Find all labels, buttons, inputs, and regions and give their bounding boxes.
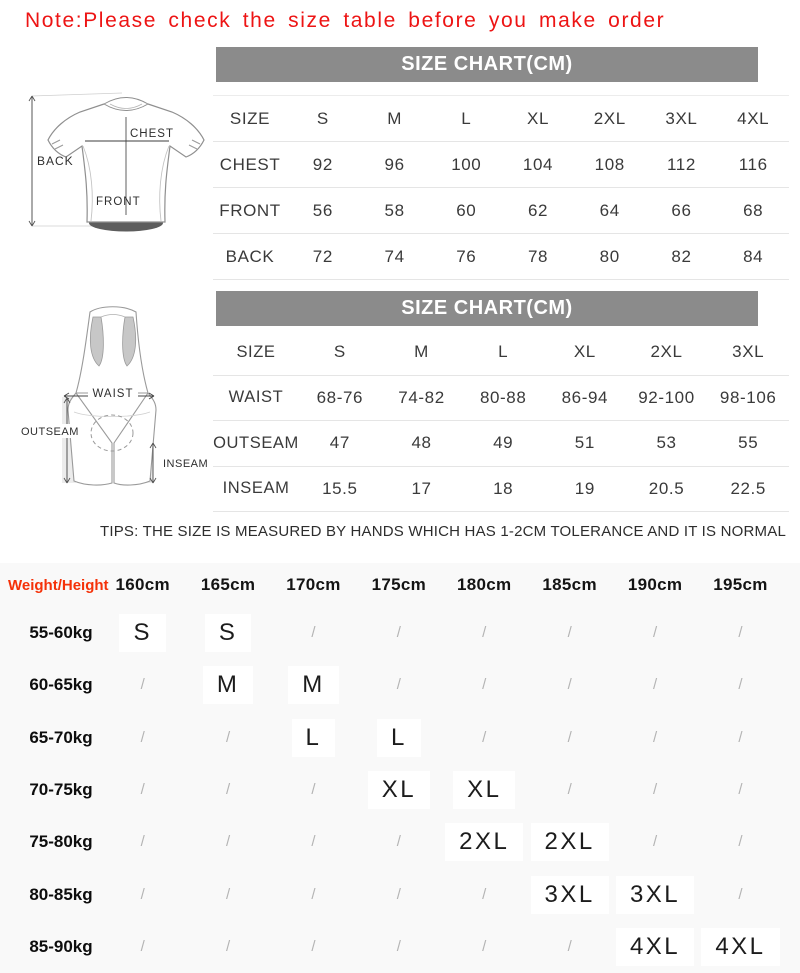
recommended-size: L: [292, 719, 336, 757]
size-cell: [698, 886, 783, 904]
size-value-cell: 80-88: [479, 387, 527, 407]
jersey-size-chart-header: SIZE CHART(CM): [216, 47, 758, 82]
size-value-cell: 100: [451, 154, 482, 174]
weight-label: 75-80kg: [29, 832, 93, 852]
weight-height-header-row: [0, 563, 800, 607]
empty-marker: /: [567, 781, 572, 799]
size-cell: [100, 614, 185, 652]
empty-marker: /: [567, 728, 572, 746]
size-cell: [271, 886, 356, 904]
size-value-cell: 78: [527, 246, 549, 266]
height-header-cell: 165cm: [200, 575, 256, 594]
row-label: WAIST: [228, 388, 284, 407]
empty-marker: /: [738, 728, 743, 746]
size-cell: [442, 676, 527, 694]
size-cell: [442, 938, 527, 956]
size-value-cell: M: [414, 342, 429, 362]
size-cell: [100, 938, 185, 956]
empty-marker: /: [482, 624, 487, 642]
size-value-cell: 55: [738, 433, 759, 453]
empty-marker: /: [567, 937, 572, 955]
size-value-cell: 18: [493, 478, 514, 498]
recommended-size: 2XL: [531, 823, 609, 861]
height-header-cell: 190cm: [627, 575, 683, 594]
size-value-cell: 74-82: [398, 387, 445, 407]
size-cell: [185, 938, 270, 956]
weight-row: [0, 868, 800, 920]
size-cell: [612, 781, 697, 799]
size-value-cell: 80: [599, 246, 620, 266]
size-value-cell: 84: [743, 246, 764, 266]
size-value-cell: 86-94: [561, 387, 609, 407]
row-label: CHEST: [219, 154, 281, 174]
size-table-row: [213, 421, 789, 467]
size-value-cell: 48: [411, 433, 432, 453]
size-value-cell: 3XL: [665, 108, 698, 128]
empty-marker: /: [482, 676, 487, 694]
back-label: BACK: [37, 154, 74, 168]
recommended-size: 3XL: [531, 876, 609, 914]
size-table-row: [213, 142, 789, 188]
empty-marker: /: [226, 781, 231, 799]
size-cell: [698, 928, 783, 966]
size-value-cell: 56: [312, 200, 333, 220]
recommended-size: XL: [453, 771, 515, 809]
size-cell: [698, 833, 783, 851]
empty-marker: /: [738, 781, 743, 799]
weight-row: [0, 816, 800, 868]
size-cell: [612, 676, 697, 694]
front-label: FRONT: [96, 196, 141, 208]
size-value-cell: 68: [743, 200, 764, 220]
size-cell: [442, 886, 527, 904]
empty-marker: /: [311, 833, 316, 851]
jersey-diagram: [6, 84, 216, 276]
size-value-cell: 98-106: [719, 387, 777, 407]
size-value-cell: M: [387, 108, 402, 128]
size-cell: [698, 781, 783, 799]
size-cell: [442, 624, 527, 642]
recommended-size: S: [119, 614, 166, 652]
size-value-cell: 4XL: [737, 108, 770, 128]
recommended-size: XL: [368, 771, 430, 809]
size-cell: [442, 771, 527, 809]
row-label: INSEAM: [222, 479, 290, 498]
empty-marker: /: [226, 833, 231, 851]
row-label: FRONT: [219, 200, 281, 220]
size-value-cell: 53: [656, 433, 677, 453]
empty-marker: /: [311, 885, 316, 903]
size-cell: [185, 666, 270, 704]
size-cell: [185, 833, 270, 851]
empty-marker: /: [140, 833, 145, 851]
empty-marker: /: [396, 937, 401, 955]
recommended-size: 3XL: [616, 876, 694, 914]
recommended-size: M: [288, 666, 339, 704]
size-value-cell: 82: [671, 246, 692, 266]
waist-label: WAIST: [92, 388, 134, 400]
size-value-cell: XL: [527, 108, 550, 128]
size-value-cell: 20.5: [648, 478, 685, 498]
size-cell: [185, 886, 270, 904]
weight-row: [0, 764, 800, 816]
size-value-cell: 47: [329, 433, 350, 453]
size-cell: [698, 676, 783, 694]
empty-marker: /: [482, 937, 487, 955]
size-cell: [612, 833, 697, 851]
size-value-cell: 104: [522, 154, 554, 174]
size-cell: [271, 719, 356, 757]
size-value-cell: 58: [384, 200, 405, 220]
empty-marker: /: [738, 676, 743, 694]
size-cell: [271, 833, 356, 851]
size-cell: [356, 938, 441, 956]
size-cell: [185, 729, 270, 747]
size-cell: [356, 771, 441, 809]
size-value-cell: 19: [574, 478, 595, 498]
bib-size-chart-header: SIZE CHART(CM): [216, 291, 758, 326]
size-cell: [271, 666, 356, 704]
empty-marker: /: [396, 624, 401, 642]
size-value-cell: 76: [456, 246, 477, 266]
weight-row: [0, 607, 800, 659]
row-label: SIZE: [236, 342, 276, 361]
size-cell: [612, 876, 697, 914]
size-cell: [100, 729, 185, 747]
weight-height-corner-label: Weight/Height: [8, 576, 109, 594]
weight-label: 85-90kg: [29, 936, 93, 956]
size-value-cell: L: [461, 108, 472, 128]
empty-marker: /: [652, 833, 658, 851]
jersey-size-table: [213, 95, 789, 280]
empty-marker: /: [140, 885, 145, 903]
bib-size-table: [213, 330, 789, 512]
empty-marker: /: [652, 676, 658, 694]
size-table-row: [213, 188, 789, 234]
order-note: Note:Please check the size table before you make order: [25, 9, 666, 32]
size-value-cell: 60: [456, 200, 477, 220]
empty-marker: /: [311, 781, 316, 799]
size-cell: [527, 938, 612, 956]
empty-marker: /: [140, 781, 145, 799]
size-value-cell: 15.5: [322, 478, 358, 498]
size-table-row: [213, 376, 789, 422]
size-value-cell: 3XL: [732, 342, 765, 362]
size-cell: [442, 729, 527, 747]
size-value-cell: 49: [493, 433, 514, 453]
height-header-cell: 195cm: [713, 575, 768, 594]
recommended-size: M: [203, 666, 254, 704]
size-value-cell: 68-76: [316, 387, 364, 407]
recommended-size: 4XL: [616, 928, 694, 966]
empty-marker: /: [140, 728, 145, 746]
size-cell: [271, 781, 356, 799]
weight-row: [0, 921, 800, 973]
recommended-size: L: [377, 719, 421, 757]
height-header-cell: 160cm: [115, 575, 170, 594]
size-value-cell: 72: [312, 246, 333, 266]
empty-marker: /: [482, 728, 487, 746]
size-cell: [185, 614, 270, 652]
size-value-cell: XL: [573, 342, 596, 362]
size-table-row: [213, 96, 789, 142]
size-value-cell: 62: [527, 200, 549, 220]
size-cell: [527, 823, 612, 861]
size-cell: [271, 938, 356, 956]
recommended-size: 4XL: [701, 928, 779, 966]
size-cell: [442, 823, 527, 861]
size-cell: [612, 729, 697, 747]
size-value-cell: L: [498, 342, 509, 362]
size-value-cell: 64: [599, 200, 620, 220]
empty-marker: /: [226, 885, 231, 903]
size-value-cell: S: [333, 342, 346, 362]
row-label: SIZE: [229, 108, 271, 128]
size-value-cell: 116: [738, 154, 768, 174]
size-table-row: [213, 330, 789, 376]
height-header-cell: 180cm: [457, 575, 512, 594]
size-value-cell: 112: [667, 154, 696, 174]
weight-label: 65-70kg: [29, 727, 93, 747]
size-value-cell: 51: [574, 433, 595, 453]
extension-line: [32, 93, 122, 96]
left-leg-outline: [68, 393, 112, 485]
size-cell: [612, 624, 697, 642]
weight-height-table: [0, 563, 800, 973]
bib-top-outline: [76, 307, 148, 393]
row-label: BACK: [225, 246, 275, 266]
weight-label: 80-85kg: [29, 884, 93, 904]
outseam-label: OUTSEAM: [21, 426, 79, 438]
empty-marker: /: [738, 624, 743, 642]
size-cell: [527, 781, 612, 799]
right-leg-outline: [114, 393, 156, 485]
size-value-cell: 74: [384, 246, 405, 266]
recommended-size: S: [205, 614, 252, 652]
height-header-cell: 185cm: [542, 575, 597, 594]
empty-marker: /: [226, 728, 231, 746]
size-value-cell: 66: [671, 200, 692, 220]
chest-label: CHEST: [130, 128, 174, 140]
empty-marker: /: [140, 676, 145, 694]
tips-text: TIPS: THE SIZE IS MEASURED BY HANDS WHICH HAS 1-2CM TOLERANCE AND IT IS NORMAL: [99, 523, 786, 540]
size-cell: [100, 781, 185, 799]
size-value-cell: 108: [594, 154, 625, 174]
empty-marker: /: [738, 833, 743, 851]
size-cell: [356, 886, 441, 904]
size-value-cell: 17: [411, 478, 432, 498]
row-label: OUTSEAM: [213, 433, 299, 452]
size-cell: [527, 624, 612, 642]
empty-marker: /: [311, 624, 316, 642]
height-header-cell: 170cm: [286, 575, 341, 594]
size-cell: [698, 624, 783, 642]
weight-row: [0, 659, 800, 711]
size-cell: [698, 729, 783, 747]
weight-label: 70-75kg: [29, 780, 93, 800]
size-value-cell: 2XL: [650, 342, 683, 362]
size-cell: [271, 624, 356, 642]
empty-marker: /: [140, 937, 145, 955]
size-value-cell: 92: [312, 154, 333, 174]
empty-marker: /: [396, 885, 401, 903]
size-table-row: [213, 234, 789, 280]
size-cell: [612, 928, 697, 966]
size-cell: [527, 676, 612, 694]
size-value-cell: 96: [384, 154, 405, 174]
bib-shorts-diagram: [6, 300, 218, 507]
size-cell: [527, 729, 612, 747]
size-cell: [356, 624, 441, 642]
empty-marker: /: [652, 728, 658, 746]
empty-marker: /: [567, 676, 572, 694]
weight-row: [0, 712, 800, 764]
empty-marker: /: [567, 624, 572, 642]
empty-marker: /: [482, 885, 487, 903]
size-cell: [356, 719, 441, 757]
size-cell: [100, 833, 185, 851]
weight-label: 60-65kg: [29, 675, 93, 695]
empty-marker: /: [652, 624, 658, 642]
size-value-cell: 22.5: [730, 478, 766, 498]
empty-marker: /: [226, 937, 231, 955]
recommended-size: 2XL: [445, 823, 523, 861]
empty-marker: /: [396, 833, 401, 851]
size-value-cell: S: [316, 108, 329, 128]
size-value-cell: 2XL: [593, 108, 626, 128]
empty-marker: /: [396, 676, 401, 694]
size-table-row: [213, 467, 789, 513]
weight-label: 55-60kg: [29, 623, 93, 643]
size-cell: [356, 676, 441, 694]
size-cell: [356, 833, 441, 851]
size-cell: [185, 781, 270, 799]
height-header-cell: 175cm: [371, 575, 427, 594]
empty-marker: /: [652, 781, 658, 799]
inseam-label: INSEAM: [163, 458, 209, 470]
size-value-cell: 92-100: [638, 387, 695, 407]
empty-marker: /: [311, 937, 316, 955]
size-cell: [100, 886, 185, 904]
size-cell: [527, 876, 612, 914]
size-cell: [100, 676, 185, 694]
empty-marker: /: [738, 885, 743, 903]
